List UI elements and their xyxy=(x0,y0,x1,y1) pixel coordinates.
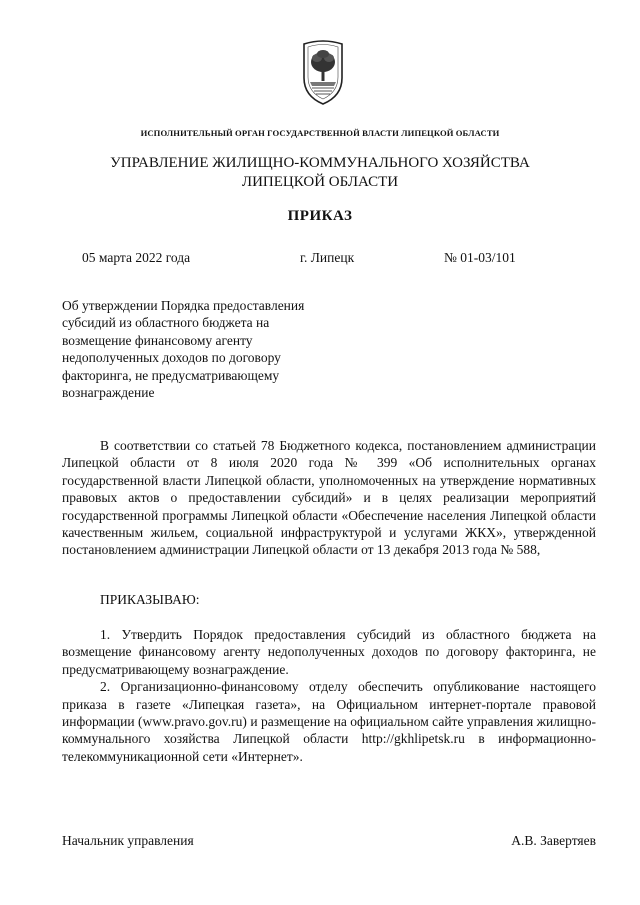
department-heading xyxy=(0,154,640,192)
subject-line: Об утверждении Порядка предоставления xyxy=(62,298,305,313)
subject-line: недополученных доходов по договору xyxy=(62,350,281,366)
signatory-title: Начальник управления xyxy=(62,833,194,848)
department-line-2: ЛИПЕЦКОЙ ОБЛАСТИ xyxy=(241,174,399,190)
subject-line: факторинга, не предусматривающему xyxy=(62,367,280,383)
order-item-2: 2. Организационно-финансовому отделу обеспечить опубликование настоящего приказа в газете «Липецкая газета», на Официальном интернет-портале правовой информации (www.pravo.gov.ru) и размещение на официальном сайте управления жилищно-коммунального хозяйства Липецкой области http://gkhlipetsk.ru в информационно-телекоммуникационной сети «Интернет». xyxy=(62,679,596,764)
preamble-paragraph xyxy=(62,437,596,559)
document-date: 05 марта 2022 года xyxy=(82,250,191,265)
department-line-1: УПРАВЛЕНИЕ ЖИЛИЩНО-КОММУНАЛЬНОГО ХОЗЯЙСТВА xyxy=(110,155,530,171)
authority-heading: ИСПОЛНИТЕЛЬНЫЙ ОРГАН ГОСУДАРСТВЕННОЙ ВЛАСТИ ЛИПЕЦКОЙ ОБЛАСТИ xyxy=(140,128,500,138)
subject-line: субсидий из областного бюджета на xyxy=(62,315,270,331)
document-type-title: ПРИКАЗ xyxy=(287,208,353,224)
coat-of-arms-emblem xyxy=(298,38,348,108)
order-items xyxy=(62,626,596,765)
preamble-text: В соответствии со статьей 78 Бюджетного кодекса, постановлением администрации Липецкой области от 8 июля 2020 года № 399 «Об исполнительных органах государственной власти Липецкой области, уполномоченных на утверждение нормативных правовых актов о предоставлении субсидий» и в целях реализации мероприятий государственной программы Липецкой области «Обеспечение населения Липецкой области качественным жильем, социальной инфраструктурой и услугами ЖКХ», утвержденной постановлением администрации Липецкой области от 13 декабря 2013 года № 588, xyxy=(62,438,596,558)
subject-line: возмещение финансовому агенту xyxy=(62,332,253,348)
order-heading: ПРИКАЗЫВАЮ: xyxy=(100,592,200,607)
signatory-name: А.В. Завертяев xyxy=(511,833,596,848)
document-number: № 01-03/101 xyxy=(444,250,516,265)
order-item-1: 1. Утвердить Порядок предоставления субсидий из областного бюджета на возмещение финансовому агенту недополученных доходов по договору факторинга, не предусматривающему вознаграждение. xyxy=(62,627,596,677)
subject-line: вознаграждение xyxy=(62,385,155,401)
document-subject xyxy=(62,297,362,401)
document-city: г. Липецк xyxy=(300,250,355,265)
